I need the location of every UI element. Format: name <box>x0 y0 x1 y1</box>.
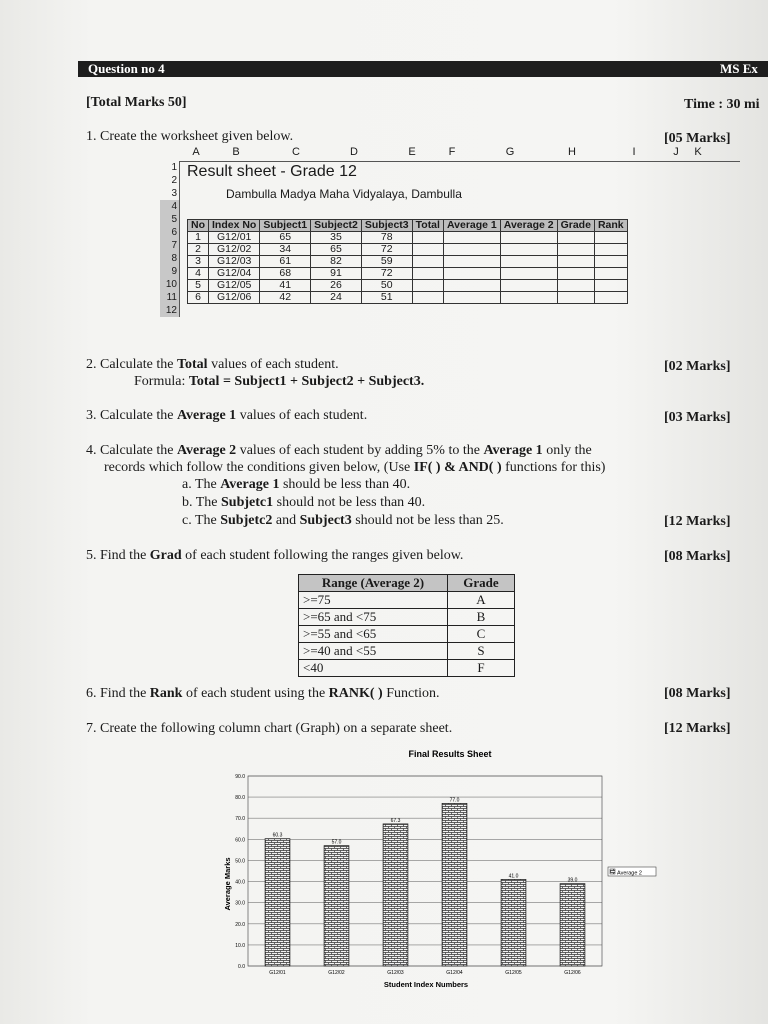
q5-text <box>86 548 463 564</box>
q3-bold: Average 1 <box>176 408 237 423</box>
result-cell <box>500 280 557 292</box>
th-subject3: Subject3 <box>361 220 412 232</box>
q2-suffix: values of each student. <box>207 357 339 372</box>
th-total: Total <box>412 220 443 232</box>
bar <box>501 879 526 966</box>
result-cell <box>500 232 557 244</box>
y-tick-label: 20.0 <box>235 921 245 928</box>
result-cell: G12/05 <box>209 280 260 292</box>
result-row <box>188 292 628 304</box>
row-number: 1 <box>160 161 180 174</box>
result-cell <box>443 256 500 268</box>
row-number: 5 <box>160 213 180 226</box>
row-number: 7 <box>160 239 180 252</box>
col-header: G <box>505 146 515 158</box>
result-cell <box>557 292 594 304</box>
result-cell: 4 <box>188 268 209 280</box>
exam-name: MS Ex <box>720 61 758 76</box>
grade-row <box>299 626 515 643</box>
result-cell: 68 <box>260 268 311 280</box>
result-cell: 72 <box>361 244 412 256</box>
result-cell <box>412 268 443 280</box>
column-headers <box>180 146 740 162</box>
grade-letter: S <box>448 643 515 660</box>
worksheet <box>160 146 750 356</box>
result-cell: 41 <box>260 280 311 292</box>
result-row <box>188 244 628 256</box>
result-cell <box>557 244 594 256</box>
result-cell <box>557 280 594 292</box>
grade-letter: B <box>448 609 515 626</box>
result-cell: 2 <box>188 244 209 256</box>
grade-row <box>299 609 515 626</box>
question-number: Question no 4 <box>88 61 165 76</box>
result-table-header-row <box>188 220 628 232</box>
result-cell: G12/01 <box>209 232 260 244</box>
q2-prefix: 2. Calculate the <box>86 357 177 372</box>
result-cell <box>594 268 627 280</box>
grade-row <box>299 643 515 660</box>
sheet-title: Result sheet - Grade 12 <box>187 163 357 180</box>
result-cell <box>443 292 500 304</box>
result-cell: 50 <box>361 280 412 292</box>
cond-b-pre: b. The <box>182 495 222 510</box>
result-cell: 35 <box>311 232 362 244</box>
cond-c-mid: and <box>272 513 300 528</box>
q6-prefix: 6. Find the <box>86 686 150 701</box>
q5-prefix: 5. Find the <box>86 548 150 563</box>
result-cell <box>412 244 443 256</box>
result-cell <box>412 292 443 304</box>
result-cell: 26 <box>311 280 362 292</box>
q7-marks: [12 Marks] <box>664 721 731 736</box>
grade-row <box>299 660 515 677</box>
total-marks: [Total Marks 50] <box>86 95 187 110</box>
result-cell: 61 <box>260 256 311 268</box>
q6-marks: [08 Marks] <box>664 686 731 701</box>
grade-range: >=55 and <65 <box>299 626 448 643</box>
result-cell: 3 <box>188 256 209 268</box>
q6-bold: Rank <box>149 686 183 701</box>
x-tick-label: G12/06 <box>564 970 581 976</box>
bar-value-label: 41.0 <box>508 873 519 880</box>
q4-condition-c <box>182 513 504 529</box>
bar <box>265 839 290 966</box>
y-tick-label: 0.0 <box>238 964 245 970</box>
col-header: A <box>192 146 200 158</box>
result-cell <box>557 268 594 280</box>
result-cell: 1 <box>188 232 209 244</box>
th-average2: Average 2 <box>500 220 557 232</box>
cond-c-suf: should not be less than 25. <box>351 513 504 528</box>
x-tick-label: G12/01 <box>269 970 286 976</box>
question-header-bar <box>78 61 768 77</box>
result-table <box>187 219 628 304</box>
q2-text <box>86 357 339 373</box>
result-cell: 59 <box>361 256 412 268</box>
chart-bars <box>265 797 585 976</box>
y-tick-label: 50.0 <box>235 858 245 865</box>
result-cell: 65 <box>311 244 362 256</box>
result-cell <box>500 268 557 280</box>
result-cell <box>594 280 627 292</box>
result-cell: G12/04 <box>209 268 260 280</box>
row-number: 11 <box>160 291 180 304</box>
result-cell: 72 <box>361 268 412 280</box>
row-number: 2 <box>160 174 180 187</box>
result-cell <box>443 280 500 292</box>
q4-bold: Average 2 <box>176 443 237 458</box>
y-tick-label: 90.0 <box>235 774 245 780</box>
cond-c-bold2: Subject3 <box>299 513 352 528</box>
y-tick-label: 60.0 <box>235 837 245 844</box>
plot-area <box>248 776 602 966</box>
result-cell: 51 <box>361 292 412 304</box>
grade-range: >=40 and <55 <box>299 643 448 660</box>
x-tick-label: G12/05 <box>505 970 522 976</box>
cond-a-bold: Average 1 <box>220 477 280 492</box>
legend-swatch <box>610 869 615 874</box>
col-header: E <box>408 146 416 158</box>
q4-suffix: only the <box>542 443 592 458</box>
q3-suffix: values of each student. <box>236 408 368 423</box>
result-cell <box>500 256 557 268</box>
q4-marks: [12 Marks] <box>664 514 731 529</box>
cond-a-suf: should be less than 40. <box>279 477 411 492</box>
cond-c-bold: Subjetc2 <box>220 513 273 528</box>
cond-b-bold: Subjetc1 <box>221 495 274 510</box>
result-cell <box>443 232 500 244</box>
grade-range-table <box>298 574 515 677</box>
grade-range: <40 <box>299 660 448 677</box>
result-cell: G12/06 <box>209 292 260 304</box>
grade-range: >=65 and <75 <box>299 609 448 626</box>
q5-marks: [08 Marks] <box>664 549 731 564</box>
col-header: I <box>632 146 636 158</box>
result-cell: G12/03 <box>209 256 260 268</box>
q5-bold: Grad <box>149 548 182 563</box>
q3-text <box>86 408 367 424</box>
q4-line2-a: records which follow the conditions given below, (Use <box>104 460 414 475</box>
row-number: 9 <box>160 265 180 278</box>
result-cell <box>594 244 627 256</box>
result-cell <box>500 292 557 304</box>
bar-value-label: 57.0 <box>331 839 342 846</box>
result-cell <box>412 232 443 244</box>
formula-label: Formula: <box>134 374 189 389</box>
result-row <box>188 256 628 268</box>
q4-line2 <box>104 460 605 476</box>
row-number: 6 <box>160 226 180 239</box>
result-cell: 42 <box>260 292 311 304</box>
row-number: 4 <box>160 200 180 213</box>
results-column-chart <box>210 744 690 994</box>
chart-y-label: Average Marks <box>223 857 232 911</box>
grade-letter: A <box>448 592 515 609</box>
th-grade-col: Grade <box>448 575 515 592</box>
col-header: D <box>350 146 358 158</box>
th-subject2: Subject2 <box>311 220 362 232</box>
row-number: 8 <box>160 252 180 265</box>
result-cell: 6 <box>188 292 209 304</box>
q4-line2-b: IF( ) & AND( ) <box>413 460 502 475</box>
th-average1: Average 1 <box>443 220 500 232</box>
result-row <box>188 268 628 280</box>
result-cell <box>594 256 627 268</box>
row-number: 12 <box>160 304 180 317</box>
q5-suffix: of each student following the ranges given below. <box>181 548 464 563</box>
bar <box>560 884 585 966</box>
result-cell <box>557 256 594 268</box>
chart-x-label: Student Index Numbers <box>383 980 469 989</box>
grade-letter: C <box>448 626 515 643</box>
result-cell: 34 <box>260 244 311 256</box>
q6-suffix: Function. <box>382 686 440 701</box>
bar-value-label: 77.0 <box>449 797 460 804</box>
q4-bold2: Average 1 <box>483 443 543 458</box>
q6-text <box>86 686 439 702</box>
th-no: No <box>188 220 209 232</box>
legend-label: Average 2 <box>617 870 642 877</box>
th-index: Index No <box>209 220 260 232</box>
q4-prefix: 4. Calculate the <box>86 443 177 458</box>
q2-formula <box>134 374 424 390</box>
bar <box>324 846 349 966</box>
row-number: 3 <box>160 187 180 200</box>
result-cell <box>500 244 557 256</box>
chart-legend <box>608 867 656 877</box>
result-cell <box>412 256 443 268</box>
result-cell <box>594 232 627 244</box>
result-cell: 65 <box>260 232 311 244</box>
cond-c-pre: c. The <box>182 513 221 528</box>
q4-mid: values of each student by adding 5% to the <box>236 443 484 458</box>
sheet-school-name: Dambulla Madya Maha Vidyalaya, Dambulla <box>226 187 462 201</box>
q4-condition-a <box>182 477 410 493</box>
th-range: Range (Average 2) <box>299 575 448 592</box>
col-header: J <box>673 146 679 158</box>
result-cell <box>557 232 594 244</box>
q4-text <box>86 443 592 459</box>
q6-mid: of each student using the <box>182 686 329 701</box>
y-tick-label: 70.0 <box>235 816 245 823</box>
chart-title: Final Results Sheet <box>408 749 492 759</box>
y-tick-label: 40.0 <box>235 879 245 886</box>
y-tick-label: 80.0 <box>235 795 245 802</box>
bar-value-label: 67.3 <box>390 817 401 824</box>
q3-prefix: 3. Calculate the <box>86 408 177 423</box>
cond-b-suf: should not be less than 40. <box>273 495 426 510</box>
x-tick-label: G12/03 <box>387 970 404 976</box>
col-header: F <box>448 146 456 158</box>
result-cell: 5 <box>188 280 209 292</box>
x-tick-label: G12/02 <box>328 970 345 976</box>
col-header: H <box>568 146 576 158</box>
th-subject1: Subject1 <box>260 220 311 232</box>
y-tick-label: 10.0 <box>235 942 245 949</box>
result-cell <box>412 280 443 292</box>
q2-bold: Total <box>176 357 208 372</box>
q6-bold2: RANK( ) <box>328 686 383 701</box>
grade-letter: F <box>448 660 515 677</box>
result-cell: 78 <box>361 232 412 244</box>
y-tick-label: 30.0 <box>235 900 245 907</box>
col-header: K <box>694 146 702 158</box>
grade-row <box>299 592 515 609</box>
result-cell: 24 <box>311 292 362 304</box>
result-cell <box>443 244 500 256</box>
result-cell: G12/02 <box>209 244 260 256</box>
result-cell: 91 <box>311 268 362 280</box>
result-cell: 82 <box>311 256 362 268</box>
result-row <box>188 232 628 244</box>
q3-marks: [03 Marks] <box>664 410 731 425</box>
bar-value-label: 39.0 <box>567 877 578 884</box>
col-header: C <box>292 146 300 158</box>
q4-line2-c: functions for this) <box>501 460 606 475</box>
q7-text: 7. Create the following column chart (Graph) on a separate sheet. <box>86 721 453 736</box>
result-cell <box>594 292 627 304</box>
th-grade: Grade <box>557 220 594 232</box>
time-limit: Time : 30 mi <box>684 97 760 112</box>
x-tick-label: G12/04 <box>446 970 463 976</box>
col-header: B <box>232 146 240 158</box>
chart-svg <box>210 744 690 994</box>
grade-range: >=75 <box>299 592 448 609</box>
cond-a-pre: a. The <box>182 477 221 492</box>
th-rank: Rank <box>594 220 627 232</box>
bar <box>442 803 467 966</box>
row-number: 10 <box>160 278 180 291</box>
bar <box>383 824 408 966</box>
row-numbers <box>160 161 180 317</box>
result-cell <box>443 268 500 280</box>
grade-table-header <box>299 575 515 592</box>
bar-value-label: 60.3 <box>272 832 283 839</box>
formula: Total = Subject1 + Subject2 + Subject3. <box>188 374 425 389</box>
q2-marks: [02 Marks] <box>664 359 731 374</box>
result-row <box>188 280 628 292</box>
q4-condition-b <box>182 495 425 511</box>
q1-marks: [05 Marks] <box>664 131 731 146</box>
q1-text: 1. Create the worksheet given below. <box>86 129 294 144</box>
